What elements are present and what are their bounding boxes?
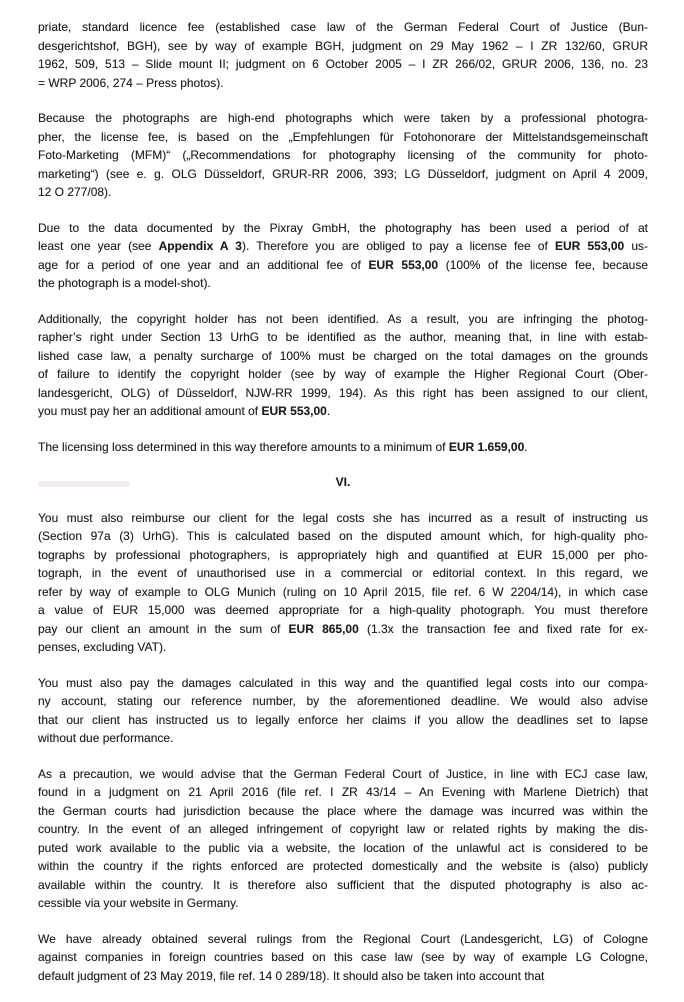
paragraph: [38, 930, 648, 986]
text-line: the photograph is a model-shot).: [38, 276, 211, 290]
section-heading: [38, 473, 648, 492]
paragraph: [38, 509, 648, 657]
paragraph: [38, 219, 648, 293]
text-line: rapher’s right under Section 13 UrhG to be identified as the author, meaning that, in line with estab-: [38, 330, 648, 344]
text-line: 1962, 509, 513 – Slide mount II; judgment on 6 October 2005 – I ZR 266/02, GRUR 2006, 136, no. 23: [38, 57, 648, 71]
text-line: penses, excluding VAT).: [38, 640, 167, 654]
text-line: within the country if the rights enforced are protected domestically and the website is (also) publicly: [38, 859, 648, 873]
text-line: refer by way of example to OLG Munich (ruling on 10 April 2015, file ref. 6 W 2204/14), in which case: [38, 584, 648, 599]
text-line: country. In the event of an alleged infringement of copyright law or related rights by making the dis-: [38, 822, 648, 836]
text-line: a value of EUR 15,000 was deemed appropriate for a high-quality photograph. You must therefore: [38, 603, 648, 617]
paragraph: [38, 18, 648, 92]
text-line: priate, standard licence fee (established case law of the German Federal Court of Justice (Bun-: [38, 20, 648, 34]
text-line: without due performance.: [38, 731, 174, 745]
text-line: found in a judgment on 21 April 2016 (file ref. I ZR 43/14 – An Evening with Marlene Dietrich) that: [38, 785, 648, 799]
text-line: that our client has instructed us to legally enforce her claims if you allow the deadlines set to lapse: [38, 712, 648, 727]
text-line: puted work available to the public via a website, the location of the unlawful act is considered to be: [38, 840, 648, 855]
text-line: desgerichtshof, BGH), see by way of example BGH, judgment on 29 May 1962 – I ZR 132/60, GRUR: [38, 38, 648, 53]
text-line: Because the photographs are high-end photographs which were taken by a professional photogra-: [38, 111, 648, 125]
paragraph: [38, 310, 648, 421]
text-line: age for a period of one year and an additional fee of EUR 553,00 (100% of the license fee, because: [38, 257, 649, 272]
text-line: You must also reimburse our client for the legal costs she has incurred as a result of instructing us: [38, 510, 648, 525]
text-line: Due to the data documented by the Pixray GmbH, the photography has been used a period of at: [38, 220, 648, 235]
text-line: you must pay her an additional amount of EUR 553,00.: [38, 404, 331, 418]
text-line: least one year (see Appendix A 3). Therefore you are obliged to pay a license fee of EUR 553,00 us-: [38, 239, 648, 253]
text-line: ny account, stating our reference number, by the aforementioned deadline. We would also advise: [38, 694, 648, 708]
text-line: available within the country. It is therefore also sufficient that the disputed photography is also ac-: [38, 877, 648, 892]
text-line: As a precaution, we would advise that the German Federal Court of Justice, in line with ECJ case law,: [38, 766, 648, 781]
text-line: You must also pay the damages calculated in this way and the quantified legal costs into our compa-: [38, 675, 648, 690]
text-line: tograph, in the event of unauthorised use in a commercial or editorial context. In this regard, we: [38, 566, 648, 580]
text-line: Foto-Marketing (MFM)“ („Recommendations for photography licensing of the community for photo-: [38, 148, 648, 162]
text-line: VI.: [335, 475, 351, 489]
text-line: landesgericht, OLG) of Düsseldorf, NJW-RR 1999, 194). As this right has been assigned to our client,: [38, 385, 648, 400]
text-line: tographs by professional photographers, is appropriately high and quantified at EUR 15,000 per pho-: [38, 547, 648, 562]
text-line: (Section 97a (3) UrhG). This is calculated based on the disputed amount which, for high-quality pho-: [38, 529, 648, 543]
paragraph: [38, 765, 648, 913]
text-line: marketing“) (see e. g. OLG Düsseldorf, GRUR-RR 2006, 393; LG Düsseldorf, judgment on April 4 2009,: [38, 166, 648, 181]
text-line: = WRP 2006, 274 – Press photos).: [38, 75, 224, 90]
text-line: pay our client an amount in the sum of EUR 865,00 (1.3x the transaction fee and fixed rate for ex-: [38, 621, 648, 636]
text-line: We have already obtained several rulings from the Regional Court (Landesgericht, LG) of Cologne: [38, 931, 648, 946]
text-line: default judgment of 23 May 2019, file ref. 14 0 289/18). It should also be taken into account that: [38, 968, 545, 983]
text-line: Additionally, the copyright holder has not been identified. As a result, you are infringing the photog-: [38, 311, 648, 326]
text-line: the German courts had jurisdiction because the place where the damage was incurred was within the: [38, 803, 648, 818]
text-line: lished case law, a penalty surcharge of 100% must be charged on the total damages on the grounds: [38, 348, 648, 363]
paragraph: [38, 438, 648, 457]
paragraph: [38, 674, 648, 748]
text-line: pher, the license fee, is based on the „Empfehlungen für Fotohonorare der Mittelstandsgemeinschaft: [38, 129, 648, 144]
text-line: cessible via your website in Germany.: [38, 896, 239, 910]
paragraph: [38, 109, 648, 202]
document-body: [38, 18, 648, 985]
text-line: The licensing loss determined in this way therefore amounts to a minimum of EUR 1.659,00.: [38, 439, 528, 454]
text-line: of failure to identify the copyright holder (see by way of example the Higher Regional Court (Ober-: [38, 367, 648, 381]
text-line: 12 O 277/08).: [38, 185, 112, 199]
text-line: against companies in foreign countries based on this case law (see by way of example LG Cologne,: [38, 950, 648, 964]
